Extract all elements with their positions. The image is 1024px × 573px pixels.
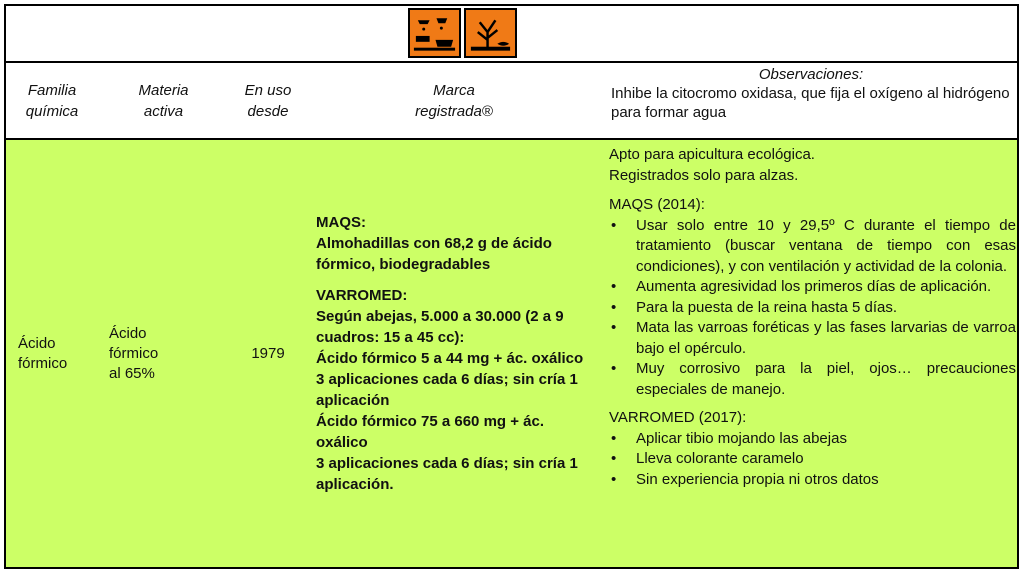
list-item: • Aplicar tibio mojando las abejas xyxy=(609,429,1016,450)
cell-familia: Ácido fórmico xyxy=(18,334,68,372)
marca-line: 3 aplicaciones cada 6 días; sin cría 1 aplicación xyxy=(316,371,578,409)
header-uso: En uso desde xyxy=(244,81,292,120)
list-item: • Aumenta agresividad los primeros días de aplicación. xyxy=(609,277,1016,298)
marca-line: 3 aplicaciones cada 6 días; sin cría 1 aplicación. xyxy=(316,455,578,493)
list-item: • Usar solo entre 10 y 29,5º C durante el tiempo de tratamiento (buscar ventana de tiempo con esas condiciones), y con ventilación y actividad de la colonia. xyxy=(609,216,1016,278)
header-familia: Familia química xyxy=(25,81,79,120)
maqs-list xyxy=(609,216,1016,401)
list-item: • Sin experiencia propia ni otros datos xyxy=(609,470,1016,491)
marca-line xyxy=(316,275,596,285)
environment-hazard-icon xyxy=(464,8,517,58)
marca-line: VARROMED: xyxy=(316,287,408,304)
list-item: • Muy corrosivo para la piel, ojos… precauciones especiales de manejo. xyxy=(609,359,1016,400)
list-item: • Mata las varroas foréticas y las fases larvarias de varroa bajo el opérculo. xyxy=(609,318,1016,359)
marca-line: Ácido fórmico 5 a 44 mg + ác. oxálico xyxy=(316,350,584,367)
marca-line: MAQS: xyxy=(316,214,366,231)
list-item: • Lleva colorante caramelo xyxy=(609,449,1016,470)
list-item: • Para la puesta de la reina hasta 5 días. xyxy=(609,298,1016,319)
header-observaciones: Observaciones: Inhibe la citocromo oxidasa, que fija el oxígeno al hidrógeno para formar agua xyxy=(611,66,1010,121)
table-header-row xyxy=(6,63,1017,140)
marca-line: Según abejas, 5.000 a 30.000 (2 a 9 cuadros: 15 a 45 cc): xyxy=(316,308,564,346)
hazard-pictogram-row xyxy=(6,6,1017,63)
header-marca: Marca registrada® xyxy=(415,81,493,120)
marca-line: Almohadillas con 68,2 g de ácido fórmico, biodegradables xyxy=(316,235,552,273)
obs-intro-1: Apto para apicultura ecológica. xyxy=(609,146,815,163)
cell-year: 1979 xyxy=(251,344,285,362)
marca-line: Ácido fórmico 75 a 660 mg + ác. oxálico xyxy=(316,413,545,451)
corrosive-icon xyxy=(408,8,461,58)
maqs-title: MAQS (2014): xyxy=(609,196,705,213)
header-obs-text: Inhibe la citocromo oxidasa, que fija el oxígeno al hidrógeno para formar agua xyxy=(611,85,1010,121)
obs-intro-2: Registrados solo para alzas. xyxy=(609,166,799,184)
varromed-title: VARROMED (2017): xyxy=(609,409,747,426)
treatment-table xyxy=(4,4,1019,569)
header-materia: Materia activa xyxy=(138,81,189,120)
table-row xyxy=(6,140,1017,567)
cell-materia: Ácido fórmico al 65% xyxy=(109,324,159,382)
cell-observaciones xyxy=(609,145,1016,490)
varromed-list xyxy=(609,429,1016,491)
cell-marca xyxy=(316,140,596,567)
